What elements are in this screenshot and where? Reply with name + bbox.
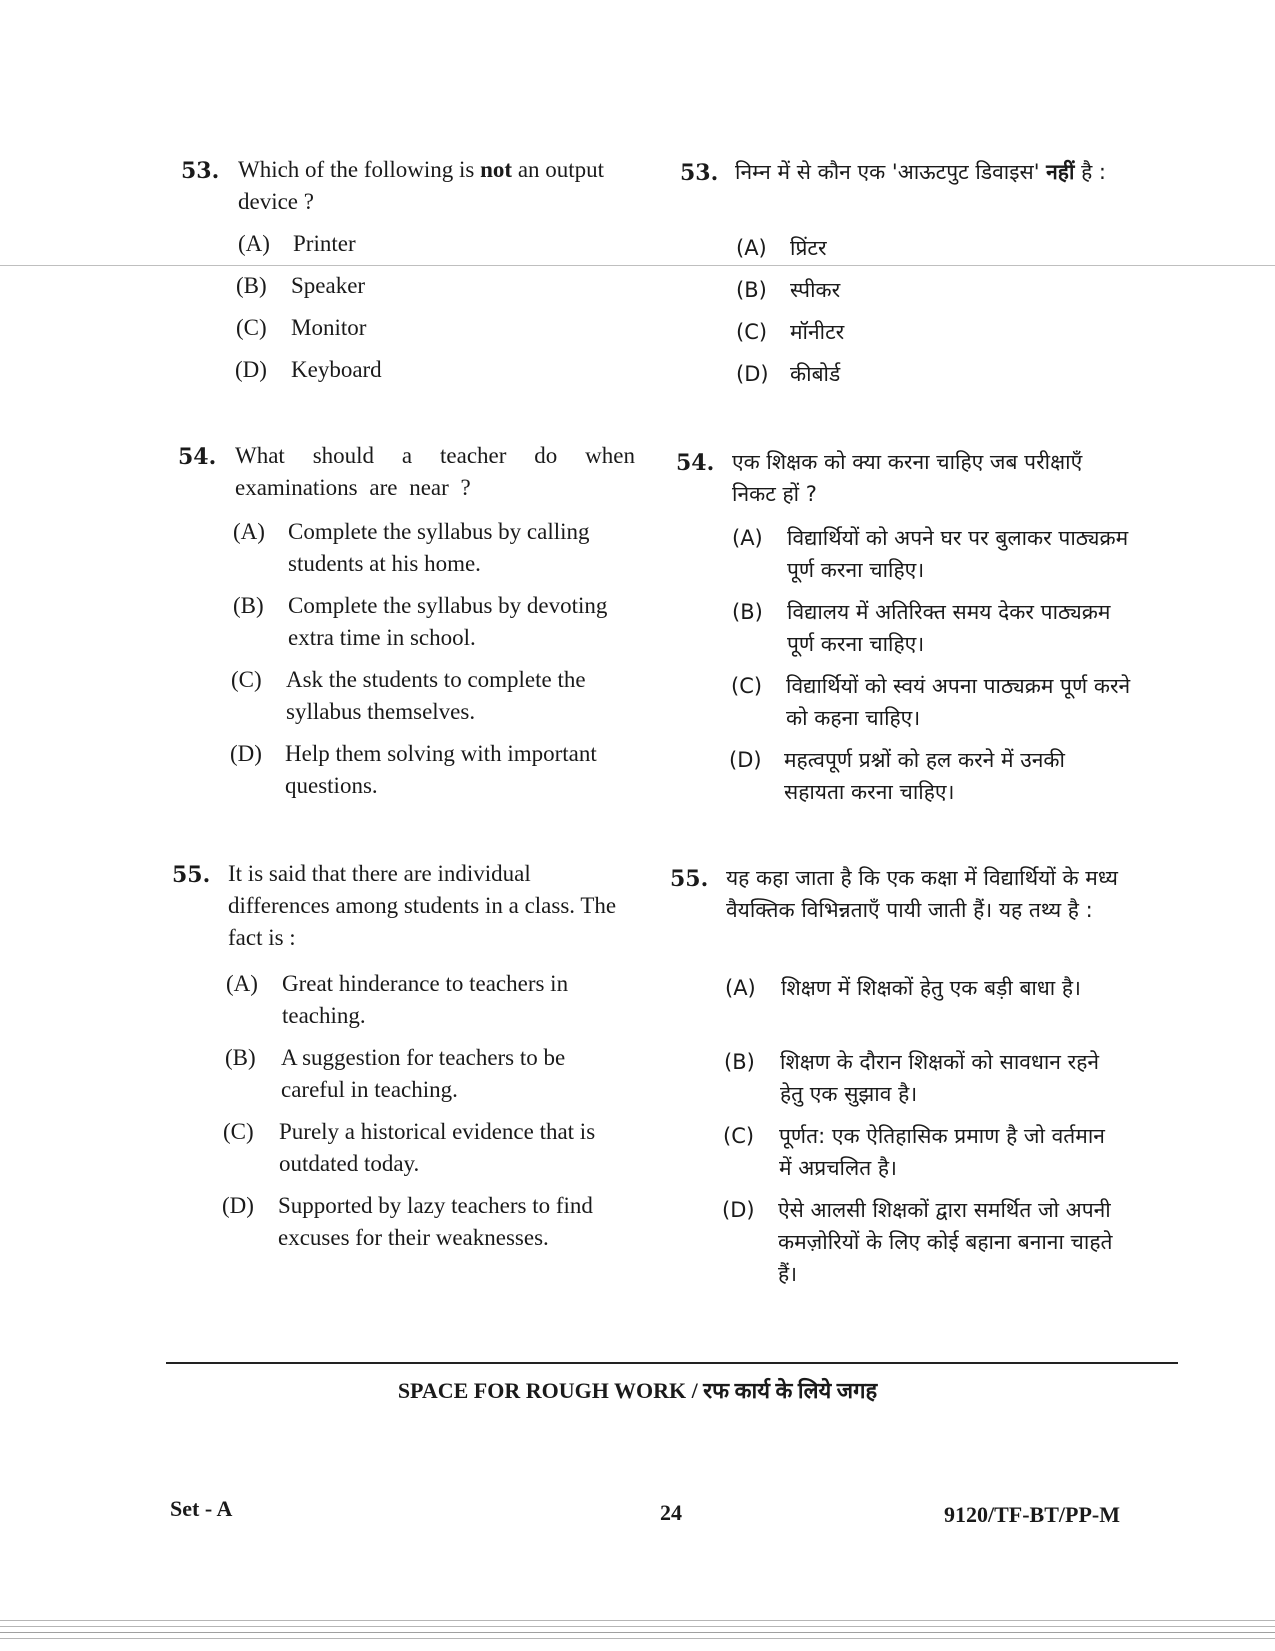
scan-edge-line — [0, 1626, 1275, 1627]
question-number: 54. — [178, 444, 217, 470]
question-number: 54. — [676, 450, 715, 476]
option-label: (A) — [226, 971, 258, 996]
option-text: Speaker — [291, 273, 366, 298]
question-text-start: निम्न में से कौन एक 'आऊटपुट डिवाइस' — [735, 160, 1047, 184]
option-label: (D) — [222, 1193, 254, 1218]
option-text: पूर्णत: एक ऐतिहासिक प्रमाण है जो वर्तमान में अप्रचलित है। — [779, 1124, 1105, 1180]
question-55-hindi — [670, 866, 1150, 1306]
question-54-english — [178, 444, 648, 824]
question-text-end: है : — [1074, 160, 1106, 184]
option-text: शिक्षण के दौरान शिक्षकों को सावधान रहने हेतु एक सुझाव है। — [780, 1050, 1100, 1106]
question-text-emphasis: नहीं — [1046, 160, 1075, 184]
option-text: स्पीकर — [790, 278, 841, 302]
option-text: Monitor — [291, 315, 367, 340]
question-number: 55. — [670, 866, 709, 892]
option-label: (D) — [230, 741, 262, 766]
question-text — [238, 154, 648, 218]
option-label: (B) — [736, 278, 767, 302]
option-label: (D) — [235, 357, 267, 382]
option-text: विद्यार्थियों को स्वयं अपना पाठ्यक्रम पूर्ण करने को कहना चाहिए। — [786, 674, 1131, 730]
option-text: विद्यार्थियों को अपने घर पर बुलाकर पाठ्यक्रम पूर्ण करना चाहिए। — [787, 526, 1129, 582]
option-label: (B) — [732, 600, 763, 624]
option-text: Complete the syllabus by devoting extra time in school. — [288, 593, 608, 650]
rough-work-label: SPACE FOR ROUGH WORK / रफ कार्य के लिये जगह — [397, 1378, 878, 1403]
question-text: It is said that there are individual differences among students in a class. The fact is : — [228, 861, 617, 950]
option-text: A suggestion for teachers to be careful in teaching. — [281, 1045, 566, 1102]
question-text: What should a teacher do when examinations are near ? — [235, 443, 635, 500]
question-53-english — [181, 158, 651, 398]
question-text-start: Which of the following is — [238, 157, 481, 182]
option-text: शिक्षण में शिक्षकों हेतु एक बड़ी बाधा है। — [781, 976, 1082, 1000]
page-number: 24 — [660, 1500, 682, 1525]
option-label: (D) — [722, 1198, 755, 1222]
option-label: (A) — [238, 231, 270, 256]
question-text: एक शिक्षक को क्या करना चाहिए जब परीक्षाएँ निकट हों ? — [732, 450, 1083, 506]
option-label: (B) — [233, 593, 264, 618]
question-number: 55. — [172, 862, 211, 888]
option-label: (C) — [231, 667, 262, 692]
option-text: महत्वपूर्ण प्रश्नों को हल करने में उनकी सहायता करना चाहिए। — [784, 748, 1065, 804]
question-55-english — [172, 862, 652, 1282]
scan-edge-line — [0, 1638, 1275, 1639]
option-label: (A) — [233, 519, 265, 544]
option-text: Help them solving with important questions. — [285, 741, 597, 798]
option-text: Purely a historical evidence that is outdated today. — [279, 1119, 596, 1176]
rough-work-divider — [166, 1362, 1178, 1364]
option-label: (C) — [236, 315, 267, 340]
scan-edge-line — [0, 1632, 1275, 1633]
option-text: विद्यालय में अतिरिक्त समय देकर पाठ्यक्रम पूर्ण करना चाहिए। — [787, 600, 1111, 656]
option-label: (D) — [736, 362, 769, 386]
option-text: Complete the syllabus by calling students at his home. — [288, 519, 590, 576]
option-label: (D) — [729, 748, 762, 772]
question-text-end: an output device ? — [238, 157, 605, 214]
option-label: (A) — [732, 526, 763, 550]
question-text — [735, 156, 1135, 188]
option-label: (C) — [736, 320, 768, 344]
option-text: Great hinderance to teachers in teaching. — [282, 971, 569, 1028]
option-text: प्रिंटर — [790, 236, 827, 260]
option-label: (A) — [736, 236, 767, 260]
option-label: (B) — [225, 1045, 256, 1070]
option-text: मॉनीटर — [790, 320, 845, 344]
question-text-emphasis: not — [480, 157, 513, 182]
option-text: Keyboard — [291, 357, 382, 382]
option-text: Printer — [293, 231, 356, 256]
option-text: कीबोर्ड — [790, 362, 841, 386]
option-text: ऐसे आलसी शिक्षकों द्वारा समर्थित जो अपनी कमज़ोरियों के लिए कोई बहाना बनाना चाहते हैं। — [778, 1198, 1113, 1286]
option-label: (A) — [725, 976, 756, 1000]
option-text: Ask the students to complete the syllabus themselves. — [286, 667, 586, 724]
question-text: यह कहा जाता है कि एक कक्षा में विद्यार्थियों के मध्य वैयक्तिक विभिन्नताएँ पायी जाती हैं। यह तथ्य है : — [726, 866, 1118, 922]
option-label: (C) — [723, 1124, 755, 1148]
option-label: (C) — [731, 674, 763, 698]
option-label: (C) — [223, 1119, 254, 1144]
option-label: (B) — [236, 273, 267, 298]
option-text: Supported by lazy teachers to find excuses for their weaknesses. — [278, 1193, 593, 1250]
question-number: 53. — [181, 158, 220, 184]
set-label: Set - A — [170, 1496, 233, 1521]
scan-edge-line — [0, 1620, 1275, 1621]
option-label: (B) — [724, 1050, 755, 1074]
question-53-hindi — [680, 160, 1140, 400]
question-number: 53. — [680, 160, 719, 186]
scan-artifact-line — [0, 265, 1275, 266]
question-54-hindi — [676, 450, 1146, 830]
paper-code: 9120/TF-BT/PP-M — [944, 1502, 1120, 1527]
